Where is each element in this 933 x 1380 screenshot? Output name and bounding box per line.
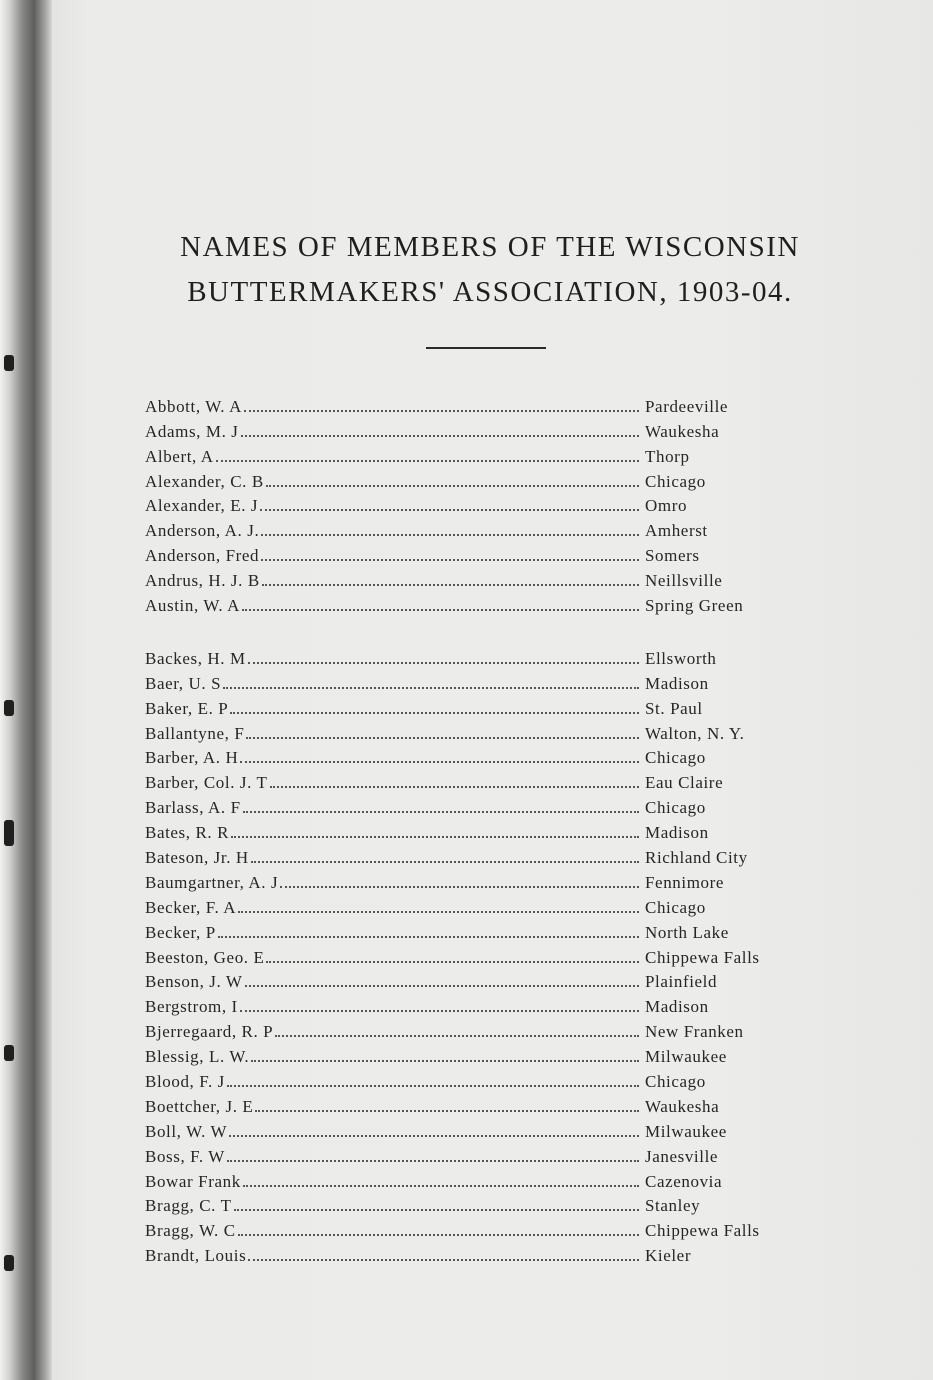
- member-place: Spring Green: [645, 596, 744, 616]
- member-row: [145, 566, 805, 591]
- member-name: Blessig, L. W.: [145, 1047, 250, 1067]
- member-name: Backes, H. M: [145, 648, 246, 668]
- member-row: [145, 818, 805, 843]
- member-row: [145, 516, 805, 541]
- member-row: [145, 1042, 805, 1067]
- member-place: Thorp: [645, 446, 690, 466]
- member-row: [145, 793, 805, 818]
- page-title-line-1: NAMES OF MEMBERS OF THE WISCONSIN: [180, 231, 800, 263]
- member-name: Anderson, A. J.: [145, 521, 260, 541]
- leader-dots: [248, 662, 639, 664]
- member-place: New Franken: [645, 1022, 744, 1042]
- leader-dots: [227, 1085, 639, 1087]
- leader-dots: [243, 811, 639, 813]
- member-place: Richland City: [645, 848, 748, 868]
- leader-dots: [261, 559, 639, 561]
- member-row: [145, 1017, 805, 1042]
- member-row: [145, 417, 805, 442]
- member-name: Alexander, E. J: [145, 496, 259, 516]
- leader-dots: [230, 712, 639, 714]
- member-place: Janesville: [645, 1146, 719, 1166]
- member-place: Chippewa Falls: [645, 1221, 760, 1241]
- title-divider: [426, 347, 546, 349]
- member-row: [145, 968, 805, 993]
- member-place: North Lake: [645, 922, 729, 942]
- member-name: Abbott, W. A: [145, 396, 242, 416]
- member-row: [145, 644, 805, 669]
- leader-dots: [260, 509, 639, 511]
- leader-dots: [216, 460, 639, 462]
- member-row: [145, 719, 805, 744]
- binding-hole: [4, 355, 14, 371]
- member-place: Chicago: [645, 798, 706, 818]
- member-name: Becker, F. A: [145, 897, 237, 917]
- member-place: Eau Claire: [645, 773, 724, 793]
- member-place: Somers: [645, 546, 700, 566]
- member-row: [145, 467, 805, 492]
- leader-dots: [255, 1110, 639, 1112]
- member-place: Omro: [645, 496, 688, 516]
- member-name: Anderson, Fred: [145, 546, 260, 566]
- member-list-a: [145, 392, 805, 616]
- member-row: [145, 992, 805, 1017]
- member-row: [145, 1167, 805, 1192]
- member-place: Chicago: [645, 748, 706, 768]
- book-binding: [0, 0, 52, 1380]
- leader-dots: [266, 485, 639, 487]
- member-name: Bowar Frank: [145, 1171, 241, 1191]
- member-row: [145, 392, 805, 417]
- binding-hole: [4, 820, 14, 846]
- leader-dots: [238, 1234, 639, 1236]
- member-row: [145, 893, 805, 918]
- member-name: Boettcher, J. E: [145, 1096, 254, 1116]
- member-row: [145, 541, 805, 566]
- member-place: Waukesha: [645, 1096, 720, 1116]
- leader-dots: [245, 985, 639, 987]
- member-row: [145, 768, 805, 793]
- member-name: Andrus, H. J. B: [145, 571, 260, 591]
- member-place: Milwaukee: [645, 1047, 727, 1067]
- member-name: Albert, A: [145, 446, 214, 466]
- member-place: Chicago: [645, 471, 706, 491]
- member-row: [145, 1192, 805, 1217]
- leader-dots: [218, 936, 639, 938]
- leader-dots: [223, 687, 639, 689]
- member-name: Bateson, Jr. H: [145, 848, 249, 868]
- leader-dots: [240, 1010, 639, 1012]
- member-name: Bragg, W. C: [145, 1221, 236, 1241]
- leader-dots: [266, 961, 639, 963]
- member-row: [145, 669, 805, 694]
- member-place: Chippewa Falls: [645, 947, 760, 967]
- leader-dots: [244, 410, 639, 412]
- member-place: Waukesha: [645, 421, 720, 441]
- member-name: Adams, M. J: [145, 421, 239, 441]
- member-name: Boss, F. W: [145, 1146, 225, 1166]
- leader-dots: [242, 609, 639, 611]
- member-list-b: [145, 644, 805, 1266]
- member-row: [145, 1241, 805, 1266]
- member-place: Fennimore: [645, 872, 725, 892]
- member-row: [145, 591, 805, 616]
- member-name: Barlass, A. F: [145, 798, 241, 818]
- member-place: Plainfield: [645, 972, 718, 992]
- leader-dots: [240, 761, 639, 763]
- member-name: Austin, W. A: [145, 596, 241, 616]
- member-row: [145, 943, 805, 968]
- member-row: [145, 1117, 805, 1142]
- member-row: [145, 1092, 805, 1117]
- member-name: Ballantyne, F: [145, 723, 245, 743]
- member-name: Bergstrom, I: [145, 997, 238, 1017]
- member-name: Blood, F. J: [145, 1072, 225, 1092]
- leader-dots: [234, 1209, 639, 1211]
- leader-dots: [270, 786, 639, 788]
- member-place: Madison: [645, 997, 709, 1017]
- member-place: Pardeeville: [645, 396, 729, 416]
- leader-dots: [243, 1185, 639, 1187]
- member-name: Baker, E. P: [145, 698, 229, 718]
- binding-hole: [4, 700, 14, 716]
- member-place: Walton, N. Y.: [645, 723, 745, 743]
- member-place: Madison: [645, 673, 709, 693]
- member-name: Benson, J. W: [145, 972, 243, 992]
- member-place: Milwaukee: [645, 1121, 727, 1141]
- leader-dots: [262, 584, 639, 586]
- leader-dots: [248, 1259, 639, 1261]
- member-name: Boll, W. W: [145, 1121, 228, 1141]
- member-place: Neillsville: [645, 571, 723, 591]
- leader-dots: [246, 737, 639, 739]
- member-row: [145, 843, 805, 868]
- leader-dots: [227, 1160, 639, 1162]
- member-name: Bragg, C. T: [145, 1196, 232, 1216]
- member-row: [145, 868, 805, 893]
- member-name: Alexander, C. B: [145, 471, 264, 491]
- member-name: Bates, R. R: [145, 823, 230, 843]
- leader-dots: [231, 836, 639, 838]
- leader-dots: [251, 1060, 639, 1062]
- leader-dots: [275, 1035, 639, 1037]
- member-name: Bjerregaard, R. P: [145, 1022, 274, 1042]
- member-name: Brandt, Louis: [145, 1246, 247, 1266]
- member-row: [145, 744, 805, 769]
- member-place: Kieler: [645, 1246, 692, 1266]
- member-place: Madison: [645, 823, 709, 843]
- page-title-line-2: BUTTERMAKERS' ASSOCIATION, 1903-04.: [187, 276, 793, 308]
- member-name: Baumgartner, A. J: [145, 872, 279, 892]
- leader-dots: [251, 861, 639, 863]
- member-place: Cazenovia: [645, 1171, 723, 1191]
- member-place: Amherst: [645, 521, 708, 541]
- leader-dots: [229, 1135, 639, 1137]
- member-row: [145, 1142, 805, 1167]
- member-place: St. Paul: [645, 698, 703, 718]
- leader-dots: [238, 911, 639, 913]
- member-name: Baer, U. S: [145, 673, 222, 693]
- member-name: Becker, P: [145, 922, 216, 942]
- leader-dots: [241, 435, 640, 437]
- member-place: Chicago: [645, 1072, 706, 1092]
- member-name: Beeston, Geo. E: [145, 947, 265, 967]
- member-place: Stanley: [645, 1196, 701, 1216]
- binding-hole: [4, 1255, 14, 1271]
- member-row: [145, 492, 805, 517]
- member-row: [145, 918, 805, 943]
- member-place: Chicago: [645, 897, 706, 917]
- member-row: [145, 1216, 805, 1241]
- member-row: [145, 442, 805, 467]
- binding-hole: [4, 1045, 14, 1061]
- leader-dots: [280, 886, 639, 888]
- member-row: [145, 694, 805, 719]
- member-row: [145, 1067, 805, 1092]
- member-name: Barber, A. H: [145, 748, 239, 768]
- member-place: Ellsworth: [645, 648, 717, 668]
- member-name: Barber, Col. J. T: [145, 773, 268, 793]
- leader-dots: [261, 534, 639, 536]
